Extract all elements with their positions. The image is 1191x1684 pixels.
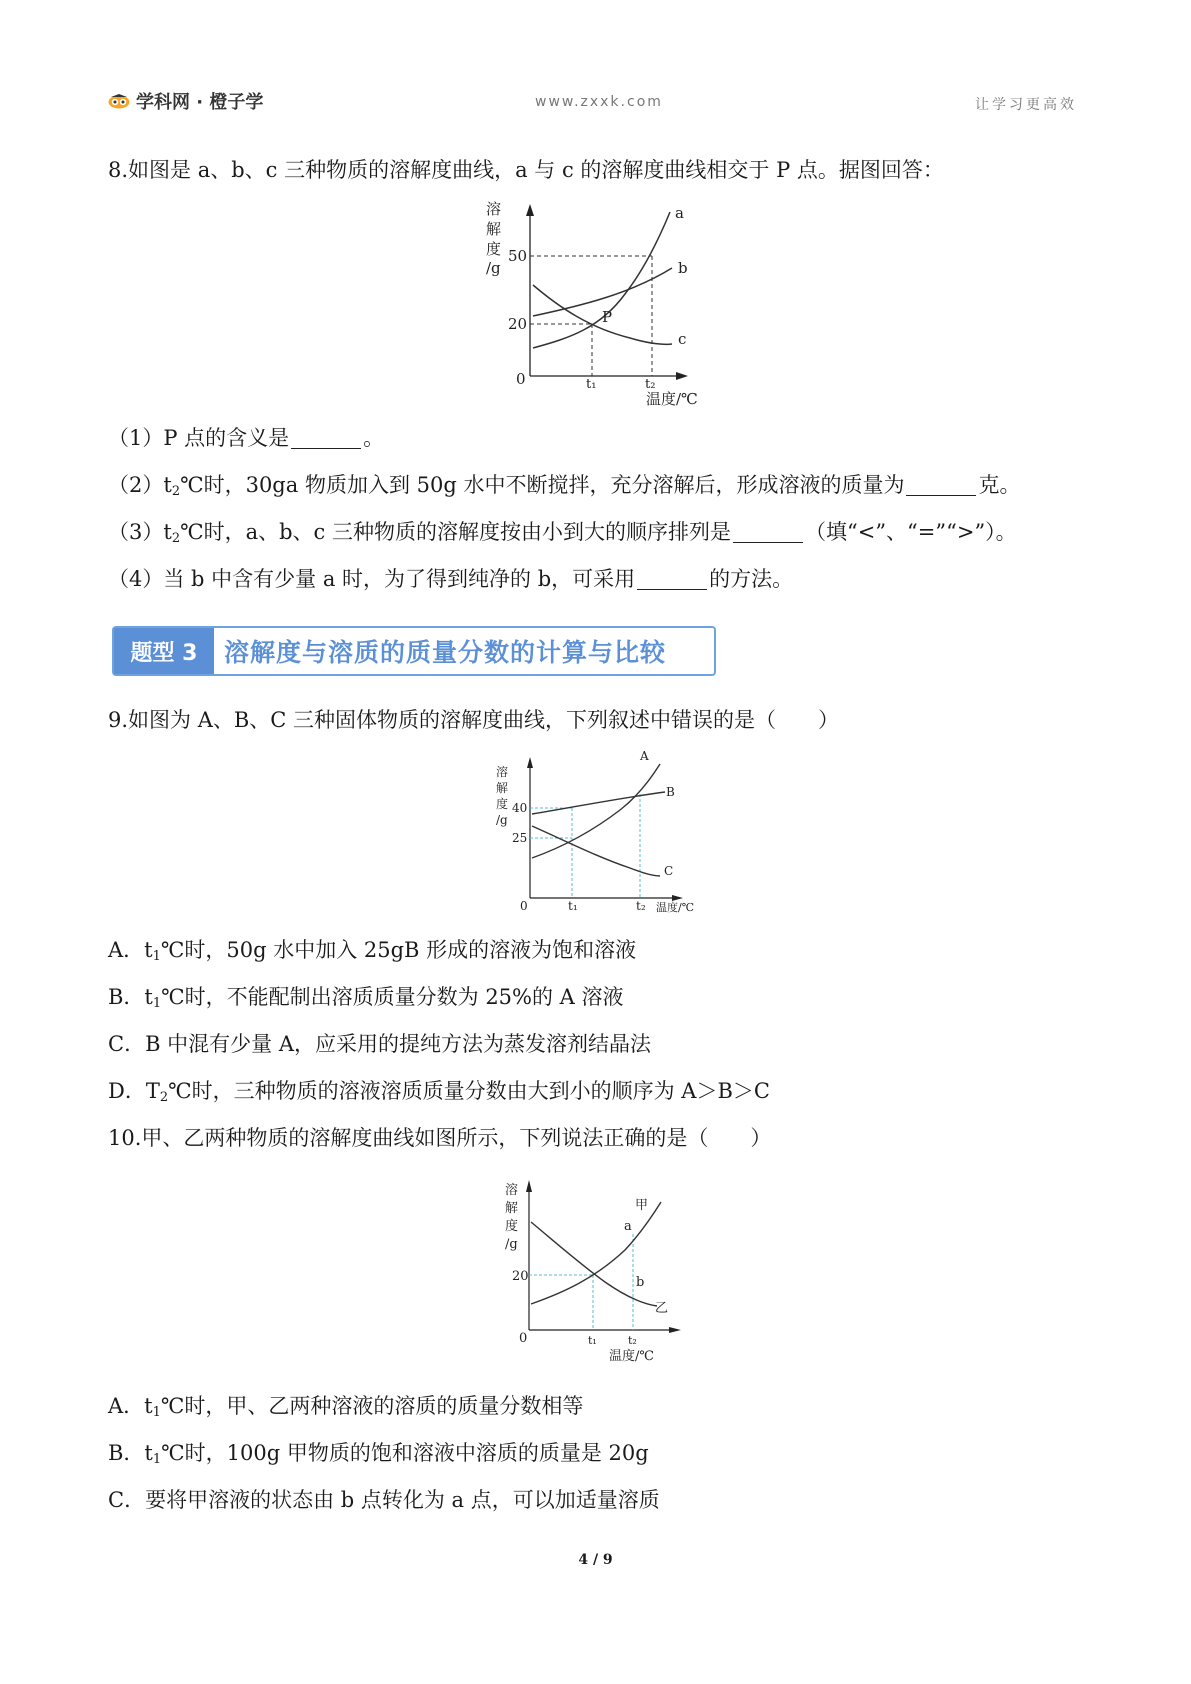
q9-option-b[interactable] bbox=[108, 983, 624, 1018]
q8-sub2-text: ℃时，30ga 物质加入到 50g 水中不断搅拌，充分溶解后，形成溶液的质量为 bbox=[180, 473, 905, 497]
q8-sub1-blank[interactable] bbox=[291, 428, 361, 449]
q8-sub4-text: （4）当 b 中含有少量 a 时，为了得到纯净的 b，可采用 bbox=[108, 567, 636, 591]
q10-ylabel-3: 度 bbox=[505, 1219, 519, 1234]
section-banner bbox=[112, 626, 716, 676]
q9-option-d[interactable] bbox=[108, 1077, 770, 1112]
q9-option-b-pre: B．t bbox=[108, 985, 153, 1009]
owl-logo-icon bbox=[108, 93, 130, 109]
q9-option-a-sub: 1 bbox=[152, 949, 161, 964]
q10-stem: 10.甲、乙两种物质的溶解度曲线如图所示，下列说法正确的是（ ） bbox=[108, 1126, 772, 1150]
q8-label-a: a bbox=[675, 204, 684, 222]
q8-xtick-t2: t₂ bbox=[645, 377, 656, 392]
q8-label-p: P bbox=[602, 308, 613, 326]
q8-sub2 bbox=[108, 471, 1020, 506]
q10-option-a-sub: 1 bbox=[152, 1405, 161, 1420]
q9-origin: 0 bbox=[520, 899, 528, 913]
q9-option-a-text: ℃时，50g 水中加入 25gB 形成的溶液为饱和溶液 bbox=[160, 938, 637, 962]
q9-ylabel-3: 度 bbox=[496, 797, 509, 811]
q9-option-c[interactable]: C．B 中混有少量 A，应采用的提纯方法为蒸发溶剂结晶法 bbox=[108, 1032, 652, 1056]
site-url[interactable]: www.zxxk.com bbox=[535, 94, 663, 110]
q10-xtick-t1: t₁ bbox=[588, 1334, 597, 1347]
q8-ylabel-3: 度 bbox=[486, 240, 502, 258]
q8-label-b: b bbox=[678, 259, 688, 277]
q9-option-b-text: ℃时，不能配制出溶质质量分数为 25%的 A 溶液 bbox=[161, 985, 624, 1009]
page-number: 4 / 9 bbox=[578, 1552, 613, 1568]
q10-xtick-t2: t₂ bbox=[628, 1334, 637, 1347]
q8-sub3 bbox=[108, 518, 1017, 553]
q8-y-arrow bbox=[526, 204, 534, 216]
q9-ylabel-1: 溶 bbox=[496, 765, 509, 779]
q9-solubility-chart bbox=[480, 748, 720, 918]
q8-sub2-sub: 2 bbox=[171, 484, 181, 499]
q9-option-a-pre: A．t bbox=[108, 938, 153, 962]
logo-text: 学科网 · 橙子学 bbox=[136, 92, 264, 113]
q9-option-b-sub: 1 bbox=[152, 996, 162, 1011]
q8-ylabel-1: 溶 bbox=[486, 200, 502, 218]
q8-sub3-blank[interactable] bbox=[733, 522, 803, 543]
q8-sub3-text: ℃时，a、b、c 三种物质的溶解度按由小到大的顺序排列是 bbox=[180, 520, 731, 544]
q8-stem: 8.如图是 a、b、c 三种物质的溶解度曲线，a 与 c 的溶解度曲线相交于 P 点。据图回答： bbox=[108, 158, 944, 182]
q8-sub2-end: 克。 bbox=[978, 473, 1021, 497]
q10-option-a-text: ℃时，甲、乙两种溶液的溶质的质量分数相等 bbox=[160, 1394, 584, 1418]
q8-sub3-pre: （3）t bbox=[108, 520, 172, 544]
q8-label-c: c bbox=[678, 330, 687, 348]
section-title: 溶解度与溶质的质量分数的计算与比较 bbox=[224, 638, 667, 667]
q10-option-b-text: ℃时，100g 甲物质的饱和溶液中溶质的质量是 20g bbox=[161, 1441, 649, 1465]
q10-label-yi: 乙 bbox=[655, 1301, 669, 1316]
q10-option-b-sub: 1 bbox=[152, 1452, 162, 1467]
q8-sub3-sub: 2 bbox=[171, 531, 181, 546]
q8-sub4 bbox=[108, 565, 793, 593]
q9-label-c: C bbox=[664, 864, 674, 878]
q9-label-a: A bbox=[640, 749, 649, 763]
q9-option-d-text: ℃时，三种物质的溶液溶质质量分数由大到小的顺序为 A＞B＞C bbox=[168, 1079, 770, 1103]
q9-ytick-25: 25 bbox=[512, 831, 528, 845]
q10-x-arrow bbox=[669, 1327, 681, 1333]
q9-option-d-sub: 2 bbox=[159, 1090, 169, 1105]
q10-origin: 0 bbox=[519, 1331, 528, 1346]
q10-option-a-pre: A．t bbox=[108, 1394, 153, 1418]
q8-sub2-pre: （2）t bbox=[108, 473, 172, 497]
q8-sub1-end: 。 bbox=[363, 426, 385, 450]
q8-ylabel-4: /g bbox=[486, 259, 501, 277]
q10-xlabel: 温度/℃ bbox=[609, 1349, 654, 1364]
q10-point-a: a bbox=[624, 1219, 632, 1234]
q8-ytick-50: 50 bbox=[508, 247, 528, 265]
q9-ylabel-4: /g bbox=[496, 813, 508, 827]
q8-ylabel-2: 解 bbox=[486, 220, 502, 238]
q10-point-b: b bbox=[636, 1275, 645, 1290]
q10-option-a[interactable] bbox=[108, 1392, 583, 1427]
q9-option-a[interactable] bbox=[108, 936, 636, 971]
q10-label-jia: 甲 bbox=[635, 1198, 649, 1213]
q8-sub2-blank[interactable] bbox=[906, 475, 976, 496]
q10-option-b[interactable] bbox=[108, 1439, 649, 1474]
site-slogan: 让学习更高效 bbox=[975, 97, 1077, 113]
q9-curve-b bbox=[532, 792, 665, 814]
q10-ylabel-4: /g bbox=[505, 1237, 518, 1252]
q9-y-arrow bbox=[527, 757, 533, 768]
section-tag: 题型 3 bbox=[114, 628, 214, 674]
q8-sub3-end: （填“<”、“=”“>”）。 bbox=[804, 520, 1017, 544]
q8-origin: 0 bbox=[516, 370, 526, 388]
q8-xlabel: 温度/℃ bbox=[646, 390, 698, 408]
q10-ylabel-2: 解 bbox=[505, 1201, 519, 1216]
q10-ytick-20: 20 bbox=[512, 1269, 529, 1284]
q10-option-b-pre: B．t bbox=[108, 1441, 153, 1465]
q9-option-d-pre: D．T bbox=[108, 1079, 160, 1103]
q8-sub1 bbox=[108, 424, 384, 452]
q8-x-arrow bbox=[676, 372, 688, 380]
q9-label-b: B bbox=[666, 785, 675, 799]
q9-xlabel: 温度/℃ bbox=[656, 901, 695, 914]
q10-option-c[interactable]: C．要将甲溶液的状态由 b 点转化为 a 点，可以加适量溶质 bbox=[108, 1488, 660, 1512]
site-logo bbox=[108, 88, 263, 114]
q10-solubility-chart bbox=[495, 1172, 715, 1372]
q8-xtick-t1: t₁ bbox=[586, 377, 597, 392]
q9-xtick-t2: t₂ bbox=[636, 899, 646, 913]
q9-stem: 9.如图为 A、B、C 三种固体物质的溶解度曲线，下列叙述中错误的是（ ） bbox=[108, 708, 840, 732]
q10-y-arrow bbox=[526, 1180, 532, 1192]
q8-ytick-20: 20 bbox=[508, 315, 528, 333]
q8-sub4-blank[interactable] bbox=[637, 569, 707, 590]
q10-ylabel-1: 溶 bbox=[505, 1183, 519, 1198]
q9-ytick-40: 40 bbox=[512, 801, 528, 815]
q8-sub1-text: （1）P 点的含义是 bbox=[108, 426, 290, 450]
q8-solubility-chart bbox=[470, 198, 720, 413]
q9-ylabel-2: 解 bbox=[496, 781, 509, 795]
q8-sub4-end: 的方法。 bbox=[709, 567, 794, 591]
q9-xtick-t1: t₁ bbox=[568, 899, 578, 913]
